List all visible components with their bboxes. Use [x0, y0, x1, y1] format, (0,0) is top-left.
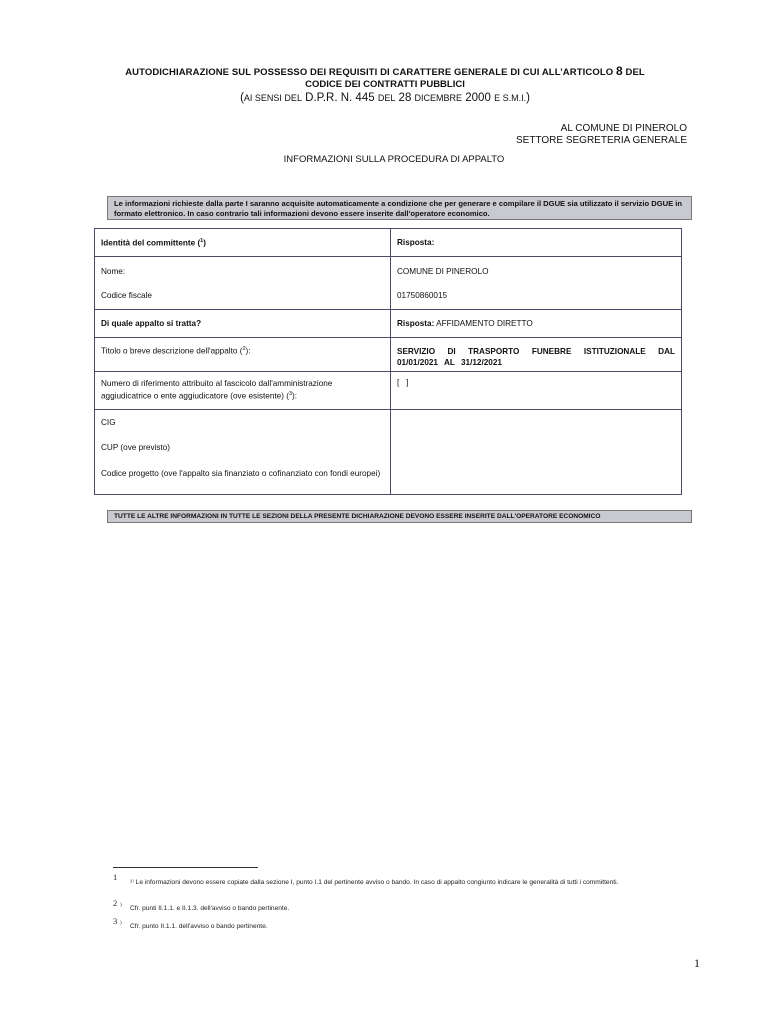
- nome-value: COMUNE DI PINEROLO: [397, 267, 489, 276]
- procedure-info-table: [94, 228, 682, 495]
- cell-titolo-label: Titolo o breve descrizione dell'appalto ($^2$):: [95, 338, 391, 372]
- codice-fiscale-label: Codice fiscale: [101, 291, 152, 300]
- codice-progetto-label: Codice progetto (ove l'appalto sia finanziato o cofinanziato con fondi europei): [101, 469, 381, 478]
- table-row: [95, 229, 682, 257]
- title-text: AUTODICHIARAZIONE SUL POSSESSO DEI REQUISITI DI CARATTERE GENERALE DI CUI ALL’ARTICOLO: [125, 67, 614, 78]
- document-title: [60, 64, 710, 78]
- table-row: [95, 310, 682, 338]
- notice-box-bottom: TUTTE LE ALTRE INFORMAZIONI IN TUTTE LE SEZIONI DELLA PRESENTE DICHIARAZIONE DEVONO ESSERE INSERITE DALL'OPERATORE ECONOMICO: [107, 510, 692, 523]
- document-page: AUTODICHIARAZIONE SUL POSSESSO DEI REQUISITI DI CARATTERE GENERALE DI CUI ALL’ARTICOLO 8 DEL CODICE DEI CONTRATTI PUBBLICI (AI SENSI DEL D.P.R. N. 445 DEL 28 DICEMBRE 2000 E S.M.I.) AL COMUNE DI PINEROLO SETTORE SEGRETERIA GENERALE INFORMAZIONI SULLA PROCEDURA DI APPALTO Le informazioni richieste dalla parte I saranno acquisite automaticamente a condizione che per generare e compilare il DGUE sia utilizzato il servizio DGUE in formato elettronico. In caso contrario tali informazioni devono essere inserite dall'operatore economico. Identità del committente ($^1$) Risposta: Nome: Codice fiscale COMUNE DI PINEROLO 01750860015 Di quale appalto si tratta? Risposta: AFFIDAMENTO DIRETTO Titolo o breve descrizione dell'appalto ($^2$): SERVIZIO DI TRASPORTO FUNEBRE ISTITUZIONALE DAL 01/01/2021 AL 31/12/2021 Numero di riferimento attribuito al fascicolo dall'amministrazione aggiudicatrice o ente aggiudicatore (ove esistente) ($^3$): [ ] CIG CUP (ove previsto) Codice progetto (ove l'appalto sia finanziato o cofinanziato con fondi europei) TUTTE LE ALTRE INFORMAZIONI IN TUTTE LE SEZIONI DELLA PRESENTE DICHIARAZIONE DEVONO ESSERE INSERITE DALL'OPERATORE ECONOMICO 1 ¹⁾ Le informazioni devono essere copiate dalla sezione I, punto I.1 del pertinente avviso o bando. In caso di appalto congiunto indicare le generalità di tutti i committenti. 2 ) Cfr. punti II.1.1. e II.1.3. dell'avviso o bando pertinente. 3 ) Cfr. punto II.1.1. dell'avviso o bando pertinente. 1: [0, 0, 770, 1024]
- codice-fiscale-value: 01750860015: [397, 291, 448, 300]
- page-number: 1: [694, 956, 700, 970]
- cell-riferimento-label: Numero di riferimento attribuito al fascicolo dall'amministrazione aggiudicatrice o ente aggiudicatore (ove esistente) ($^3$):: [95, 372, 391, 410]
- cell-nome-codice-labels: [95, 257, 391, 310]
- nome-label: Nome:: [101, 267, 126, 276]
- title-article-number: 8: [615, 64, 623, 78]
- cell-appalto-answer: Risposta: AFFIDAMENTO DIRETTO: [391, 310, 682, 338]
- recipient-line-2: SETTORE SEGRETERIA GENERALE: [516, 135, 687, 146]
- table-row: [95, 410, 682, 495]
- section-title: INFORMAZIONI SULLA PROCEDURA DI APPALTO: [283, 154, 505, 165]
- table-row: [95, 372, 682, 410]
- cig-label: CIG: [101, 418, 116, 427]
- footnote-ref-1[interactable]: 1: [200, 237, 204, 244]
- cell-codici-labels: [95, 410, 391, 495]
- recipient-line-1: AL COMUNE DI PINEROLO: [560, 123, 687, 134]
- title-text-end: DEL: [625, 67, 645, 78]
- table-row: [95, 257, 682, 310]
- footnote-ref-2[interactable]: 2: [242, 346, 246, 352]
- cell-committente-label: Identità del committente ($^1$): [95, 229, 391, 257]
- cell-riferimento-value: [ ]: [391, 372, 682, 410]
- document-title-line2: CODICE DEI CONTRATTI PUBBLICI: [305, 79, 465, 90]
- footnote-divider: [113, 867, 258, 868]
- cell-appalto-question: Di quale appalto si tratta?: [95, 310, 391, 338]
- cell-codici-values: [391, 410, 682, 495]
- cell-risposta-header: Risposta:: [391, 229, 682, 257]
- appalto-type-value: AFFIDAMENTO DIRETTO: [436, 319, 533, 328]
- table-row: [95, 338, 682, 372]
- footnote-ref-3[interactable]: 3: [288, 391, 293, 397]
- cell-nome-codice-values: [391, 257, 682, 310]
- notice-box-top: Le informazioni richieste dalla parte I saranno acquisite automaticamente a condizione che per generare e compilare il DGUE sia utilizzato il servizio DGUE in formato elettronico. In caso contrario tali informazioni devono essere inserite dall'operatore economico.: [107, 196, 692, 220]
- cell-titolo-value: SERVIZIO DI TRASPORTO FUNEBRE ISTITUZIONALE DAL 01/01/2021 AL 31/12/2021: [391, 338, 682, 372]
- cup-label: CUP (ove previsto): [101, 443, 171, 452]
- document-subtitle: (AI SENSI DEL D.P.R. N. 445 DEL 28 DICEMBRE 2000 E S.M.I.): [240, 92, 530, 104]
